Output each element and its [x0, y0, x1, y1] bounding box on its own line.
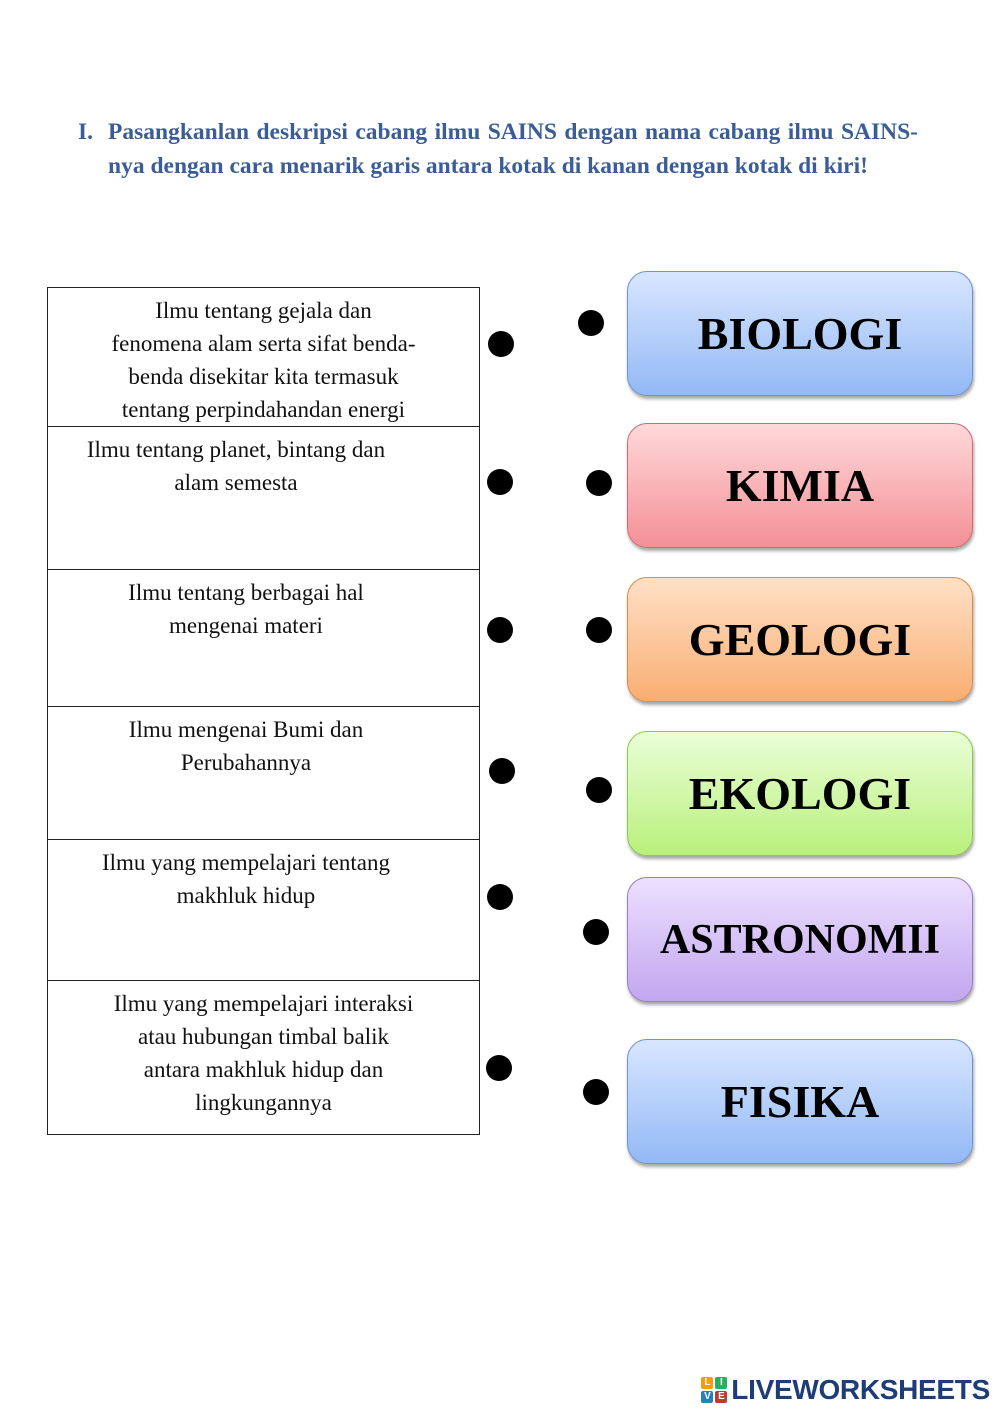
term-label: BIOLOGI — [697, 308, 903, 359]
term-dot[interactable] — [583, 1079, 609, 1105]
description-line: Ilmu tentang berbagai hal — [128, 580, 364, 605]
description-line: atau hubungan timbal balik — [137, 1024, 390, 1049]
description-line: Ilmu yang mempelajari tentang — [101, 850, 391, 875]
description-line: Ilmu mengenai Bumi dan — [128, 717, 364, 742]
description-line: makhluk hidup — [176, 883, 316, 908]
description-dot[interactable] — [489, 758, 515, 784]
term-box-kimia — [627, 423, 973, 548]
description-cell — [48, 840, 479, 981]
term-dot[interactable] — [586, 470, 612, 496]
description-line: Ilmu tentang planet, bintang dan — [86, 437, 386, 462]
term-label: FISIKA — [720, 1076, 880, 1127]
description-line: lingkungannya — [195, 1090, 332, 1115]
term-box-geologi — [627, 577, 973, 702]
description-line: Ilmu tentang gejala dan — [155, 298, 372, 323]
description-dot[interactable] — [487, 617, 513, 643]
description-cell — [48, 427, 479, 570]
description-line: Perubahannya — [180, 750, 312, 775]
description-table — [47, 287, 480, 1135]
description-cell — [48, 981, 479, 1134]
description-line: mengenai materi — [169, 613, 323, 638]
brand-name: LIVEWORKSHEETS — [731, 1374, 990, 1405]
term-dot[interactable] — [586, 617, 612, 643]
description-dot[interactable] — [486, 1055, 512, 1081]
description-cell — [48, 288, 479, 427]
description-dot[interactable] — [488, 331, 514, 357]
instruction — [78, 116, 918, 183]
description-cell — [48, 570, 479, 707]
instruction-text: Pasangkanlan deskripsi cabang ilmu SAINS dengan nama cabang ilmu SAINS-nya dengan cara menarik garis antara kotak di kanan dengan kotak di kiri! — [108, 119, 918, 179]
term-label: KIMIA — [725, 460, 875, 511]
description-dot[interactable] — [487, 469, 513, 495]
description-line: tentang perpindahandan energi — [121, 397, 406, 422]
instruction-number: I. — [78, 119, 94, 145]
term-label: EKOLOGI — [688, 768, 912, 819]
term-dot[interactable] — [586, 777, 612, 803]
liveworksheets-logo-icon: L I V E — [701, 1377, 727, 1403]
description-line: antara makhluk hidup dan — [143, 1057, 384, 1082]
liveworksheets-logo — [701, 1374, 990, 1406]
description-cell — [48, 707, 479, 840]
description-line: benda disekitar kita termasuk — [128, 364, 399, 389]
term-box-astronomii — [627, 877, 973, 1002]
term-box-biologi — [627, 271, 973, 396]
description-line: fenomena alam serta sifat benda- — [111, 331, 416, 356]
term-dot[interactable] — [583, 919, 609, 945]
description-dot[interactable] — [487, 884, 513, 910]
description-line: alam semesta — [174, 470, 298, 495]
term-label: GEOLOGI — [688, 614, 912, 665]
term-box-fisika — [627, 1039, 973, 1164]
description-line: Ilmu yang mempelajari interaksi — [113, 991, 414, 1016]
term-dot[interactable] — [578, 310, 604, 336]
term-box-ekologi — [627, 731, 973, 856]
term-label: ASTRONOMII — [659, 916, 941, 963]
